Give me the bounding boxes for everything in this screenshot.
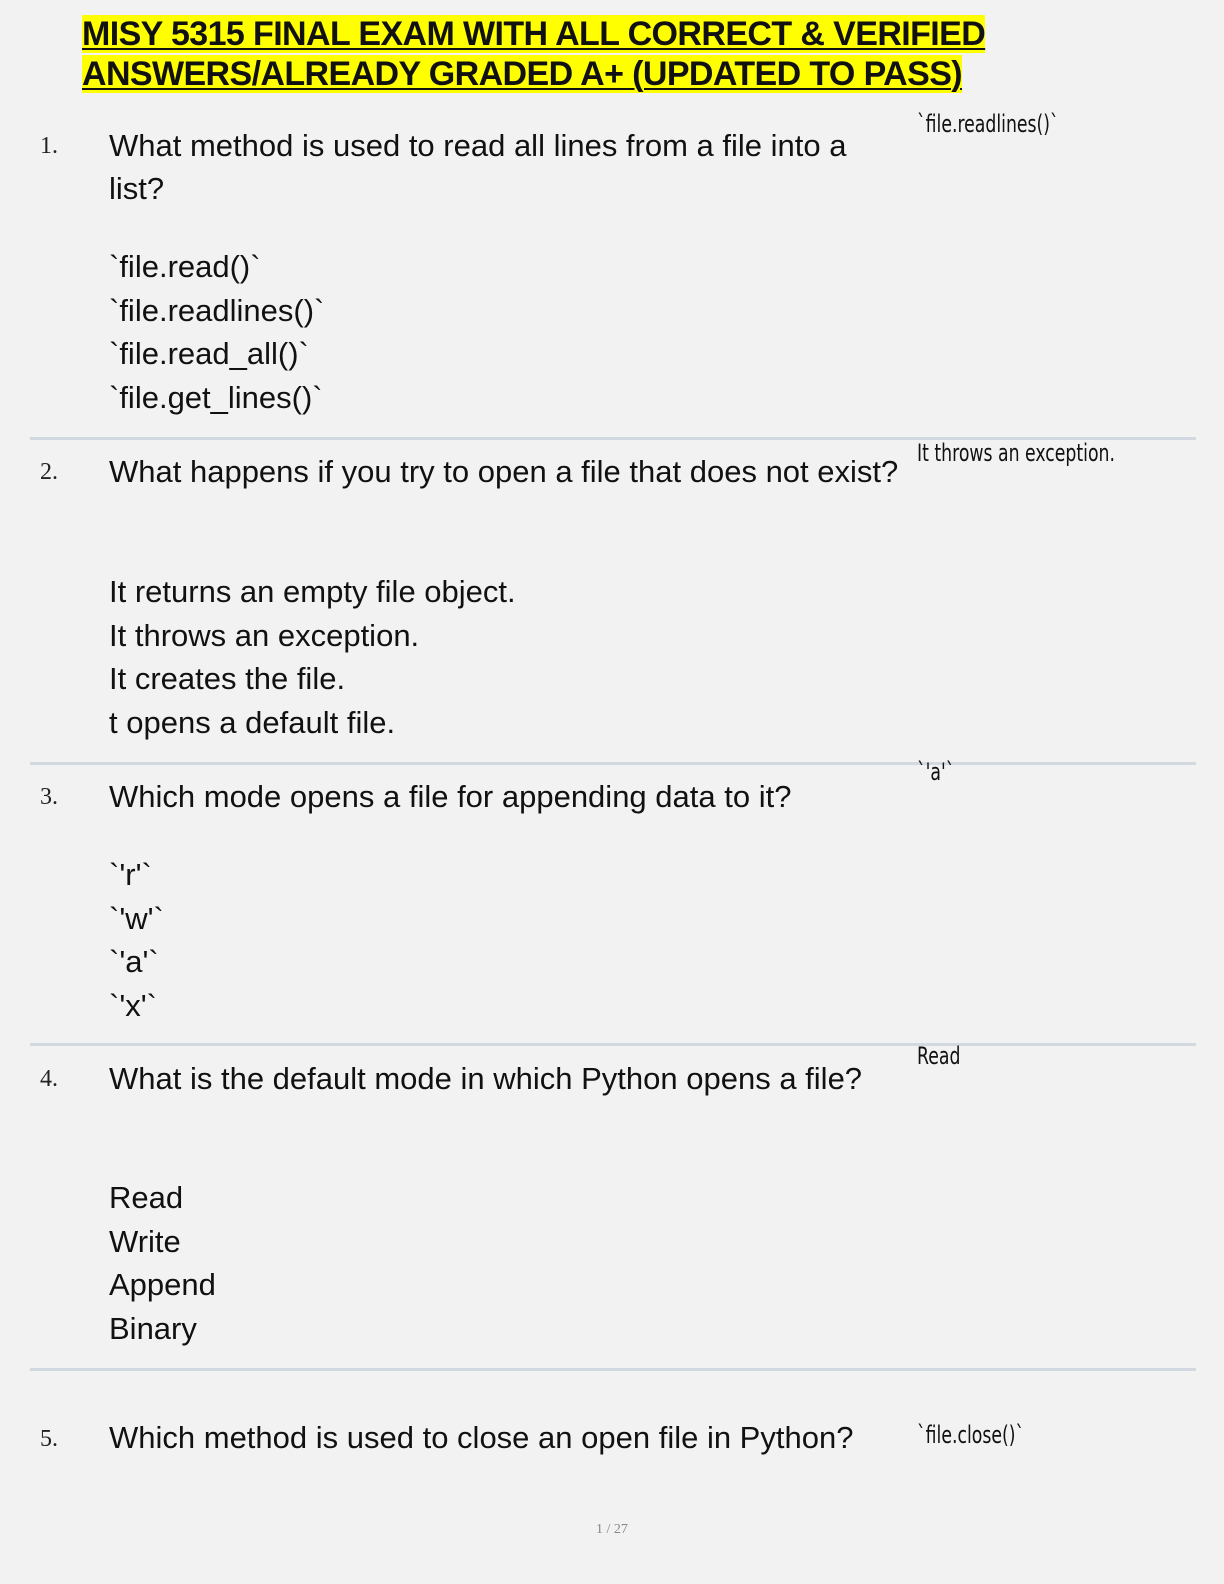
correct-answer: It throws an exception. <box>917 439 1115 467</box>
question-divider <box>30 762 1196 765</box>
option: t opens a default file. <box>109 704 396 740</box>
question-text: Which mode opens a file for appending data to it? <box>109 779 792 814</box>
option: `'r'` <box>109 857 152 892</box>
option: Binary <box>109 1310 197 1346</box>
document-title <box>82 14 985 94</box>
question-text: Which method is used to close an open file in Python? <box>109 1420 854 1455</box>
option: It creates the file. <box>109 661 346 696</box>
question-number: 4. <box>40 1066 58 1092</box>
option: `'w'` <box>109 900 164 936</box>
correct-answer: Read <box>917 1042 961 1070</box>
option: It returns an empty file object. <box>109 574 516 609</box>
question-number: 3. <box>40 784 58 810</box>
question-divider <box>30 1368 1196 1371</box>
option: Read <box>109 1180 184 1215</box>
option: `file.readlines()` <box>109 292 325 328</box>
question-text: What method is used to read all lines from a file into a list? <box>109 128 847 206</box>
option: `file.read_all()` <box>109 336 309 371</box>
correct-answer: `file.readlines()` <box>917 110 1059 138</box>
options-list <box>109 245 324 419</box>
options-list <box>109 570 516 744</box>
options-list <box>109 1176 216 1350</box>
option: `file.get_lines()` <box>109 379 323 415</box>
page-number: 1 / 27 <box>596 1522 628 1537</box>
title-line-1: MISY 5315 FINAL EXAM WITH ALL CORRECT & VERIFIED <box>82 15 986 53</box>
title-line-2: ANSWERS/ALREADY GRADED A+ (UPDATED TO PASS) <box>82 55 962 93</box>
option: `file.read()` <box>109 249 261 284</box>
question-text: What happens if you try to open a file that does not exist? <box>109 454 899 489</box>
option: Append <box>109 1267 216 1302</box>
correct-answer: `'a'` <box>917 758 955 786</box>
question-number: 2. <box>40 459 58 485</box>
option: `'a'` <box>109 944 159 979</box>
question-number: 5. <box>40 1426 58 1452</box>
correct-answer: `file.close()` <box>917 1421 1025 1449</box>
question-number: 1. <box>40 133 58 159</box>
question-text: What is the default mode in which Python opens a file? <box>109 1061 863 1096</box>
options-list <box>109 853 164 1027</box>
option: `'x'` <box>109 987 157 1023</box>
question-divider <box>30 1043 1196 1046</box>
option: It throws an exception. <box>109 617 420 653</box>
option: Write <box>109 1223 181 1259</box>
